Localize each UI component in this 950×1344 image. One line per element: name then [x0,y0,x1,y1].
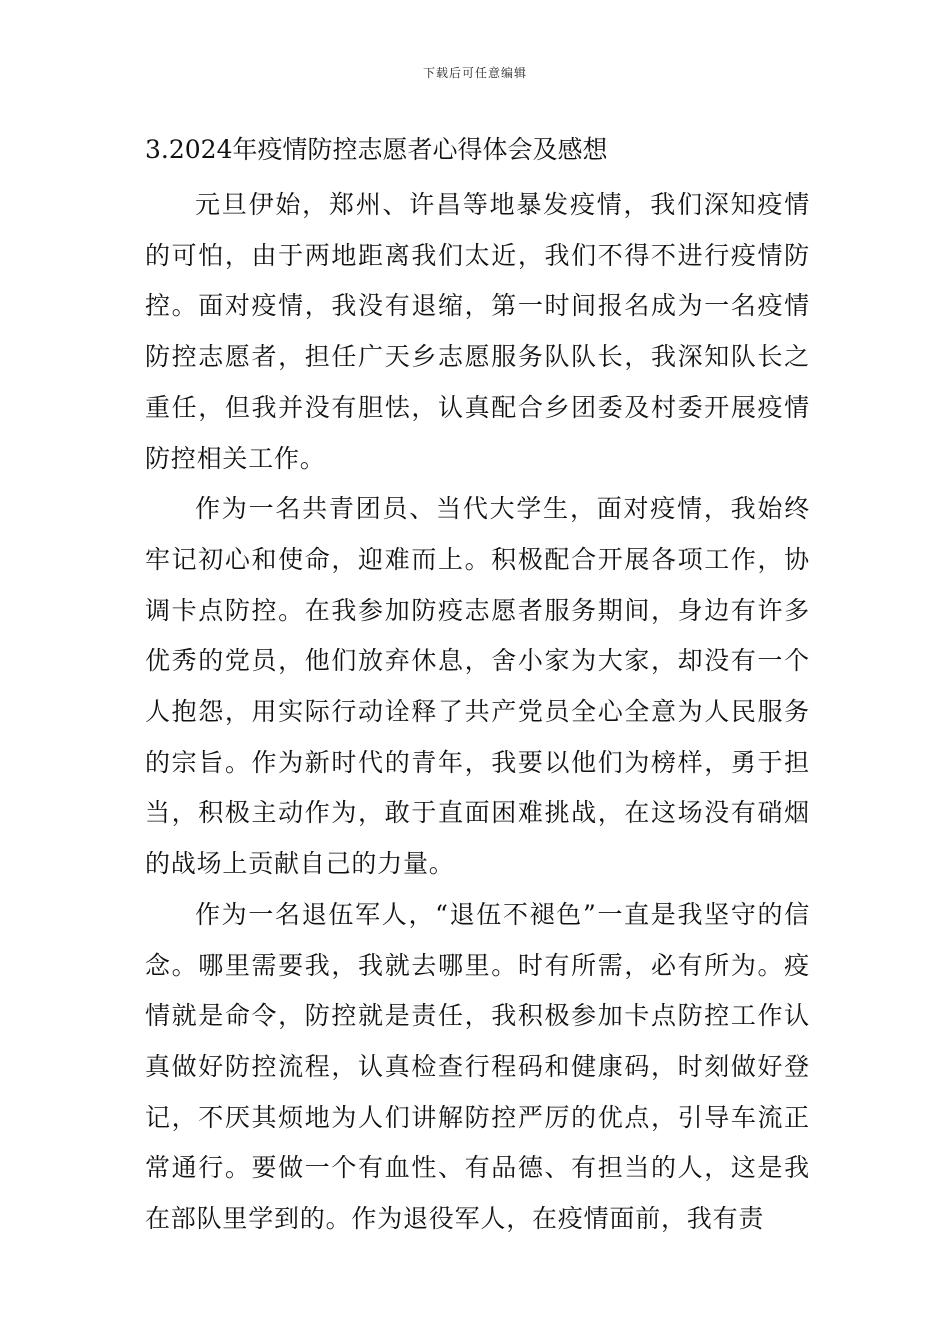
document-title: 3.2024年疫情防控志愿者心得体会及感想 [145,135,608,164]
paragraph-1: 元旦伊始，郑州、许昌等地暴发疫情，我们深知疫情的可怕，由于两地距离我们太近，我们不得不进行疫情防控。面对疫情，我没有退缩，第一时间报名成为一名疫情防控志愿者，担任广天乡志愿服务队队长，我深知队长之重任，但我并没有胆怯，认真配合乡团委及村委开展疫情防控相关工作。 [145,190,810,473]
paragraph-3: 作为一名退伍军人，“退伍不褪色”一直是我坚守的信念。哪里需要我，我就去哪里。时有所需，必有所为。疫情就是命令，防控就是责任，我积极参加卡点防控工作认真做好防控流程，认真检查行程码和健康码，时刻做好登记，不厌其烦地为人们讲解防控严厉的优点，引导车流正常通行。要做一个有血性、有品德、有担当的人，这是我在部队里学到的。作为退役军人，在疫情面前，我有责 [145,899,810,1234]
document-body [145,180,810,1245]
page-header-note: 下载后可任意编辑 [422,66,527,80]
paragraph-2: 作为一名共青团员、当代大学生，面对疫情，我始终牢记初心和使命，迎难而上。积极配合开展各项工作，协调卡点防控。在我参加防疫志愿者服务期间，身边有许多优秀的党员，他们放弃休息，舍小家为大家，却没有一个人抱怨，用实际行动诠释了共产党员全心全意为人民服务的宗旨。作为新时代的青年，我要以他们为榜样，勇于担当，积极主动作为，敢于直面困难挑战，在这场没有硝烟的战场上贡献自己的力量。 [145,494,810,879]
